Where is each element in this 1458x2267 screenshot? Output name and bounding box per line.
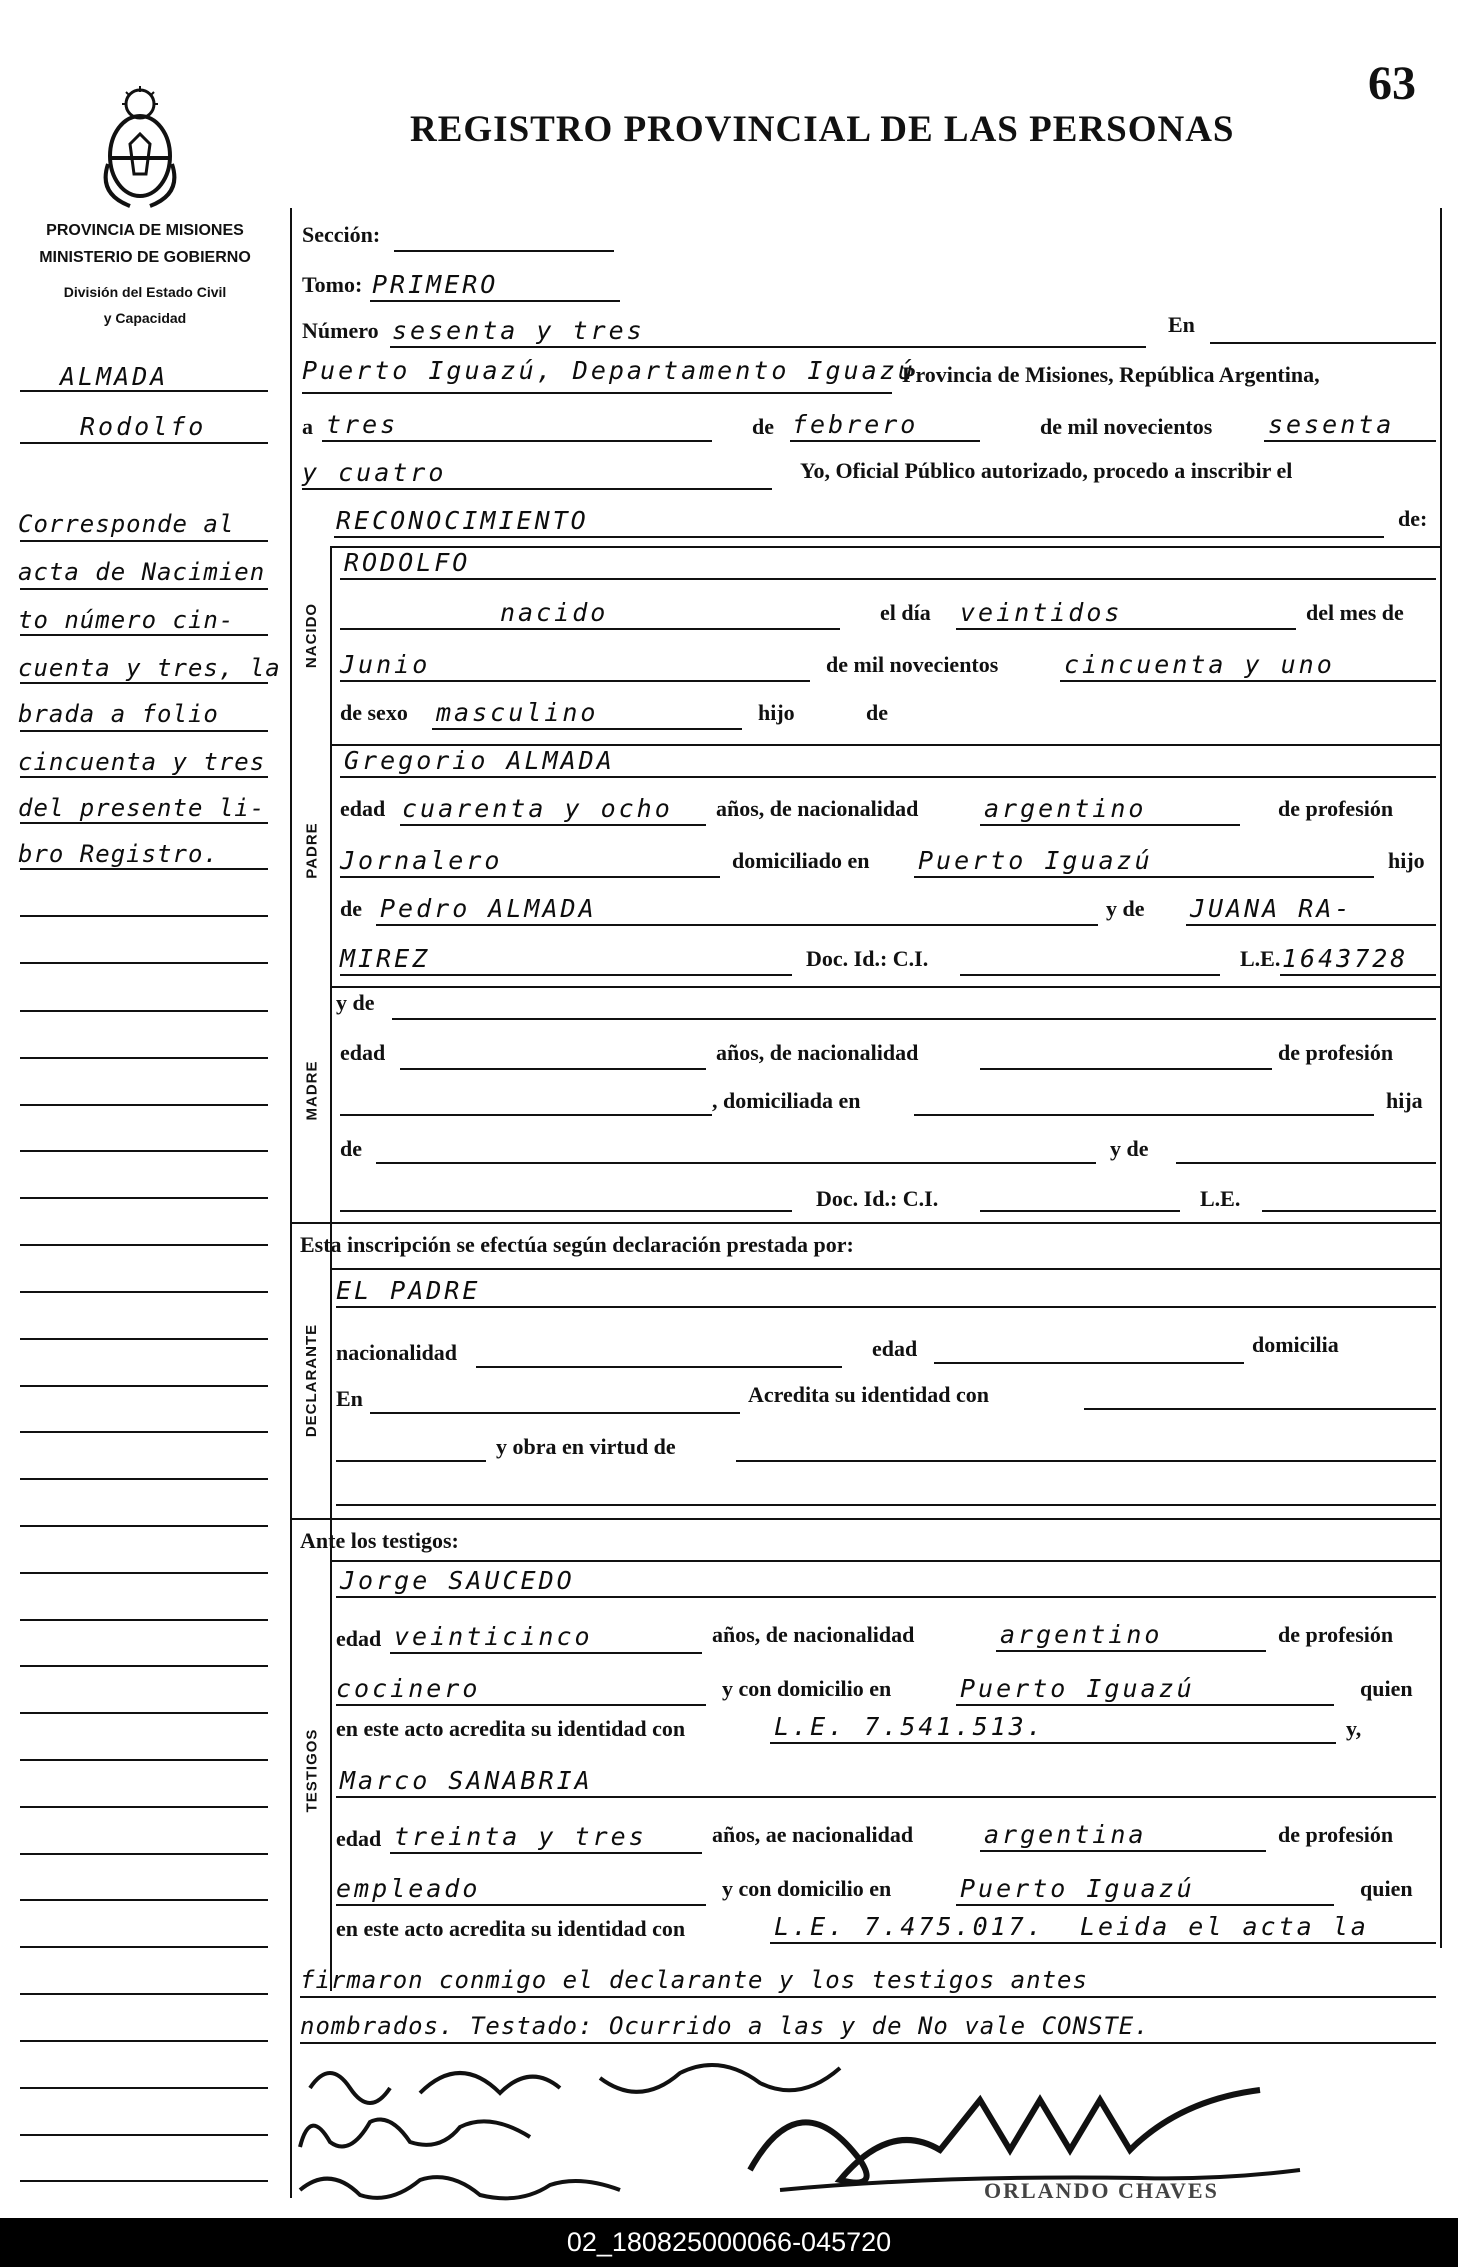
- testigo2-acredita-label: en este acto acredita su identidad con: [336, 1916, 686, 1941]
- padre-domicilio: Puerto Iguazú: [918, 846, 1153, 875]
- coat-of-arms-icon: [100, 84, 180, 215]
- cierre-1: Leida el acta la: [1080, 1912, 1369, 1941]
- declarante-value: EL PADRE: [336, 1276, 481, 1305]
- section-nacido: NACIDO: [303, 602, 321, 668]
- section-padre: PADRE: [303, 821, 321, 879]
- declarante-domicilia-label: domicilia: [1252, 1332, 1339, 1357]
- provincia-label: Provincia de Misiones, República Argentina,: [902, 362, 1320, 387]
- acto-value: RECONOCIMIENTO: [336, 506, 589, 535]
- padre-edad: cuarenta y ocho: [402, 794, 673, 823]
- madre-profesion-label: de profesión: [1278, 1040, 1394, 1065]
- testigo1-profesion: cocinero: [336, 1674, 481, 1703]
- de-mil-label: de mil novecientos: [1040, 414, 1213, 439]
- testigo2-nacionalidad-label: años, ae nacionalidad: [712, 1822, 914, 1847]
- testigo1-y-label: y,: [1346, 1716, 1362, 1741]
- declarante-nacionalidad-label: nacionalidad: [336, 1340, 458, 1365]
- nacido-dia: veintidos: [960, 598, 1123, 627]
- signature-witness-2: [290, 2102, 550, 2167]
- main-frame-right: [1440, 208, 1442, 1948]
- nacido-anio: cincuenta y uno: [1064, 650, 1335, 679]
- margin-note-line: bro Registro.: [18, 840, 219, 868]
- madre-de-label: de: [340, 1136, 362, 1161]
- testigo1-edad-label: edad: [336, 1626, 382, 1651]
- madre-nacionalidad-label: años, de nacionalidad: [716, 1040, 919, 1065]
- margin-surname: ALMADA: [60, 362, 169, 391]
- de-label-2: de: [866, 700, 888, 725]
- anio-value-b: y cuatro: [302, 458, 447, 487]
- testigo2-quien-label: quien: [1360, 1876, 1413, 1901]
- domiciliada-label: , domiciliada en: [712, 1088, 861, 1113]
- testigo2-doc: L.E. 7.475.017.: [774, 1912, 1045, 1941]
- abuelo-de-label: de: [340, 896, 362, 921]
- testigo1-quien-label: quien: [1360, 1676, 1413, 1701]
- a-label: a: [302, 414, 313, 439]
- dia-value: tres: [326, 410, 399, 439]
- margin-note-line: acta de Nacimien: [18, 558, 266, 586]
- testigo2-nombre: Marco SANABRIA: [340, 1766, 593, 1795]
- de-colon-label: de:: [1398, 506, 1428, 531]
- section-declarante: DECLARANTE: [303, 1323, 321, 1437]
- anio-value-a: sesenta: [1268, 410, 1395, 439]
- madre-le-label: L.E.: [1200, 1186, 1241, 1211]
- cierre-2: firmaron conmigo el declarante y los testigos antes: [300, 1966, 1088, 1994]
- padre-doc-label: Doc. Id.: C.I.: [806, 946, 929, 971]
- padre-profesion: Jornalero: [340, 846, 503, 875]
- margin-note-line: brada a folio: [18, 700, 219, 728]
- document-title: REGISTRO PROVINCIAL DE LAS PERSONAS: [410, 109, 1235, 150]
- margin-note-line: cuenta y tres, la: [18, 654, 281, 682]
- declarante-edad-label: edad: [872, 1336, 918, 1361]
- tomo-value: PRIMERO: [372, 270, 499, 299]
- padre-le-label: L.E.: [1240, 946, 1281, 971]
- numero-value: sesenta y tres: [392, 316, 645, 345]
- footer-code: 02_180825000066-045720: [0, 2218, 1458, 2267]
- testigo2-edad-label: edad: [336, 1826, 382, 1851]
- nacido-en: nacido: [500, 598, 609, 627]
- signature-declarant: [290, 2160, 630, 2215]
- ministry-name: MINISTERIO DE GOBIERNO: [39, 249, 251, 266]
- hijo-label-2: hijo: [1388, 848, 1425, 873]
- testigo1-acredita-label: en este acto acredita su identidad con: [336, 1716, 686, 1741]
- padre-profesion-label: de profesión: [1278, 796, 1394, 821]
- declarante-en-label: En: [336, 1386, 363, 1411]
- domiciliado-label: domiciliado en: [732, 848, 870, 873]
- cierre-3: nombrados. Testado: Ocurrido a las y de No vale CONSTE.: [300, 2012, 1150, 2040]
- padre-nombre: Gregorio ALMADA: [344, 746, 615, 775]
- testigo2-edad: treinta y tres: [394, 1822, 647, 1851]
- nacido-dia-label: el día: [880, 600, 931, 625]
- madre-edad-label: edad: [340, 1040, 386, 1065]
- margin-note-line: del presente li-: [18, 794, 266, 822]
- margin-given-name: Rodolfo: [80, 412, 207, 441]
- margin-note-line: Corresponde al: [18, 510, 235, 538]
- sexo-value: masculino: [436, 698, 599, 727]
- testigo1-domicilio: Puerto Iguazú: [960, 1674, 1195, 1703]
- padre-nacionalidad: argentino: [984, 794, 1147, 823]
- madre-y-de-label: y de: [336, 990, 375, 1015]
- padre-nacionalidad-label: años, de nacionalidad: [716, 796, 919, 821]
- main-frame-left: [290, 208, 292, 2198]
- testigo1-edad: veinticinco: [394, 1622, 593, 1651]
- division-name: División del Estado Civil: [63, 284, 227, 300]
- y-de-label: y de: [1106, 896, 1145, 921]
- en-label: En: [1168, 312, 1195, 337]
- abuela-b: MIREZ: [340, 944, 431, 973]
- testigo2-domicilio: Puerto Iguazú: [960, 1874, 1195, 1903]
- province-name: PROVINCIA DE MISIONES: [46, 222, 244, 239]
- acredita-label: Acredita su identidad con: [748, 1382, 990, 1407]
- capacity-name: y Capacidad: [103, 310, 187, 326]
- obra-virtud-label: y obra en virtud de: [496, 1434, 676, 1459]
- abuelo-nombre: Pedro ALMADA: [380, 894, 597, 923]
- testigo1-doc: L.E. 7.541.513.: [774, 1712, 1045, 1741]
- testigo1-nacionalidad-label: años, de nacionalidad: [712, 1622, 915, 1647]
- declaracion-label: Esta inscripción se efectúa según declaración prestada por:: [300, 1232, 854, 1257]
- testigo2-profesion-label: de profesión: [1278, 1822, 1394, 1847]
- page-number: 63: [1368, 57, 1416, 110]
- testigo2-profesion: empleado: [336, 1874, 481, 1903]
- padre-edad-label: edad: [340, 796, 386, 821]
- del-mes-label: del mes de: [1306, 600, 1404, 625]
- signature-stamp: ORLANDO CHAVES: [984, 2178, 1219, 2203]
- lugar-value: Puerto Iguazú, Departamento Iguazú: [302, 356, 916, 385]
- yo-oficial-label: Yo, Oficial Público autorizado, procedo a inscribir el: [800, 458, 1293, 483]
- madre-doc-label: Doc. Id.: C.I.: [816, 1186, 939, 1211]
- de-mil-novecientos-label: de mil novecientos: [826, 652, 999, 677]
- tomo-label: Tomo:: [302, 272, 363, 297]
- abuela-a: JUANA RA-: [1190, 894, 1353, 923]
- hija-label: hija: [1386, 1088, 1423, 1113]
- madre-y-de-label-2: y de: [1110, 1136, 1149, 1161]
- nacido-nombre: RODOLFO: [344, 548, 471, 577]
- sexo-label: de sexo: [340, 700, 408, 725]
- de-label: de: [752, 414, 774, 439]
- seccion-label: Sección:: [302, 222, 381, 247]
- testigo1-domicilio-label: y con domicilio en: [722, 1676, 892, 1701]
- numero-label: Número: [302, 318, 379, 343]
- testigo2-domicilio-label: y con domicilio en: [722, 1876, 892, 1901]
- section-madre: MADRE: [303, 1060, 321, 1120]
- margin-note-line: cincuenta y tres: [18, 748, 266, 776]
- nacido-mes: Junio: [340, 650, 431, 679]
- hijo-label: hijo: [758, 700, 795, 725]
- testigo1-profesion-label: de profesión: [1278, 1622, 1394, 1647]
- margin-note-line: to número cin-: [18, 606, 235, 634]
- mes-value: febrero: [792, 410, 919, 439]
- section-testigos: TESTIGOS: [303, 1728, 321, 1812]
- testigo1-nacionalidad: argentino: [1000, 1620, 1163, 1649]
- padre-le: 1643728: [1282, 944, 1409, 973]
- ante-testigos-label: Ante los testigos:: [300, 1528, 459, 1553]
- testigo1-nombre: Jorge SAUCEDO: [340, 1566, 575, 1595]
- testigo2-nacionalidad: argentina: [984, 1820, 1147, 1849]
